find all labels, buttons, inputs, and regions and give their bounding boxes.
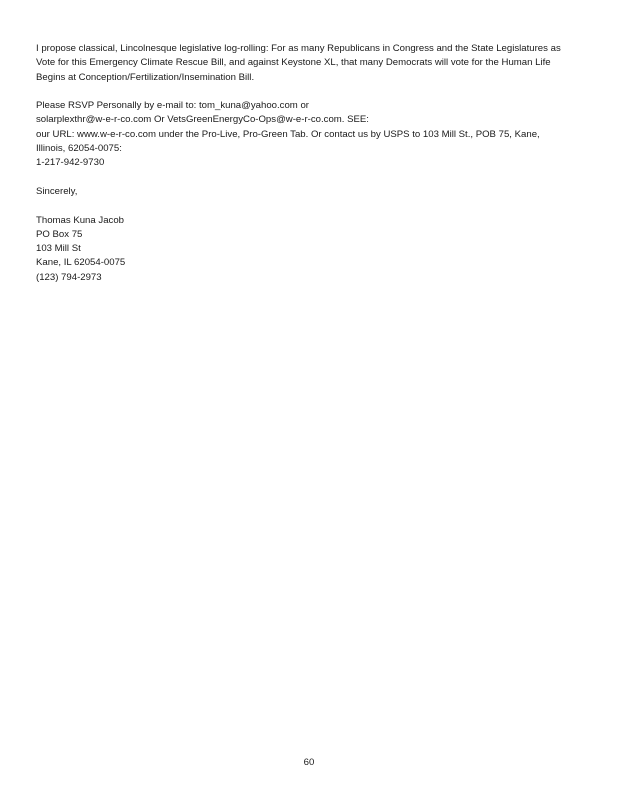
rsvp-line: solarplexthr@w-e-r-co.com Or VetsGreenEnergyCo-Ops@w-e-r-co.com. SEE: (36, 114, 369, 126)
signature-block (36, 214, 588, 285)
page-number: 60 (303, 757, 315, 768)
intro-line: Vote for this Emergency Climate Rescue Bill, and against Keystone XL, that many Democrats will vote for the Human Life (36, 57, 551, 69)
signature-name: Thomas Kuna Jacob (36, 214, 124, 226)
signature-po-box: PO Box 75 (36, 228, 83, 240)
rsvp-paragraph (36, 99, 588, 170)
intro-line: I propose classical, Lincolnesque legislative log-rolling: For as many Republicans in Congress and the State Legislatures as (36, 43, 561, 54)
signature-city: Kane, IL 62054-0075 (36, 257, 126, 269)
signature-street: 103 Mill St (36, 243, 81, 255)
rsvp-line: 1-217-942-9730 (36, 157, 105, 169)
rsvp-line: our URL: www.w-e-r-co.com under the Pro-Live, Pro-Green Tab. Or contact us by USPS to 103 Mill St., POB 75, Kane, (36, 128, 540, 140)
rsvp-line: Please RSVP Personally by e-mail to: tom_kuna@yahoo.com or (36, 100, 309, 112)
rsvp-line: Illinois, 62054-0075: (36, 143, 122, 155)
closing-line: Sincerely, (36, 185, 78, 197)
intro-line: Begins at Conception/Fertilization/Insemination Bill. (36, 71, 255, 83)
intro-paragraph (36, 42, 588, 85)
signature-phone: (123) 794-2973 (36, 271, 102, 283)
letter-body (36, 42, 588, 299)
closing-paragraph (36, 185, 588, 199)
